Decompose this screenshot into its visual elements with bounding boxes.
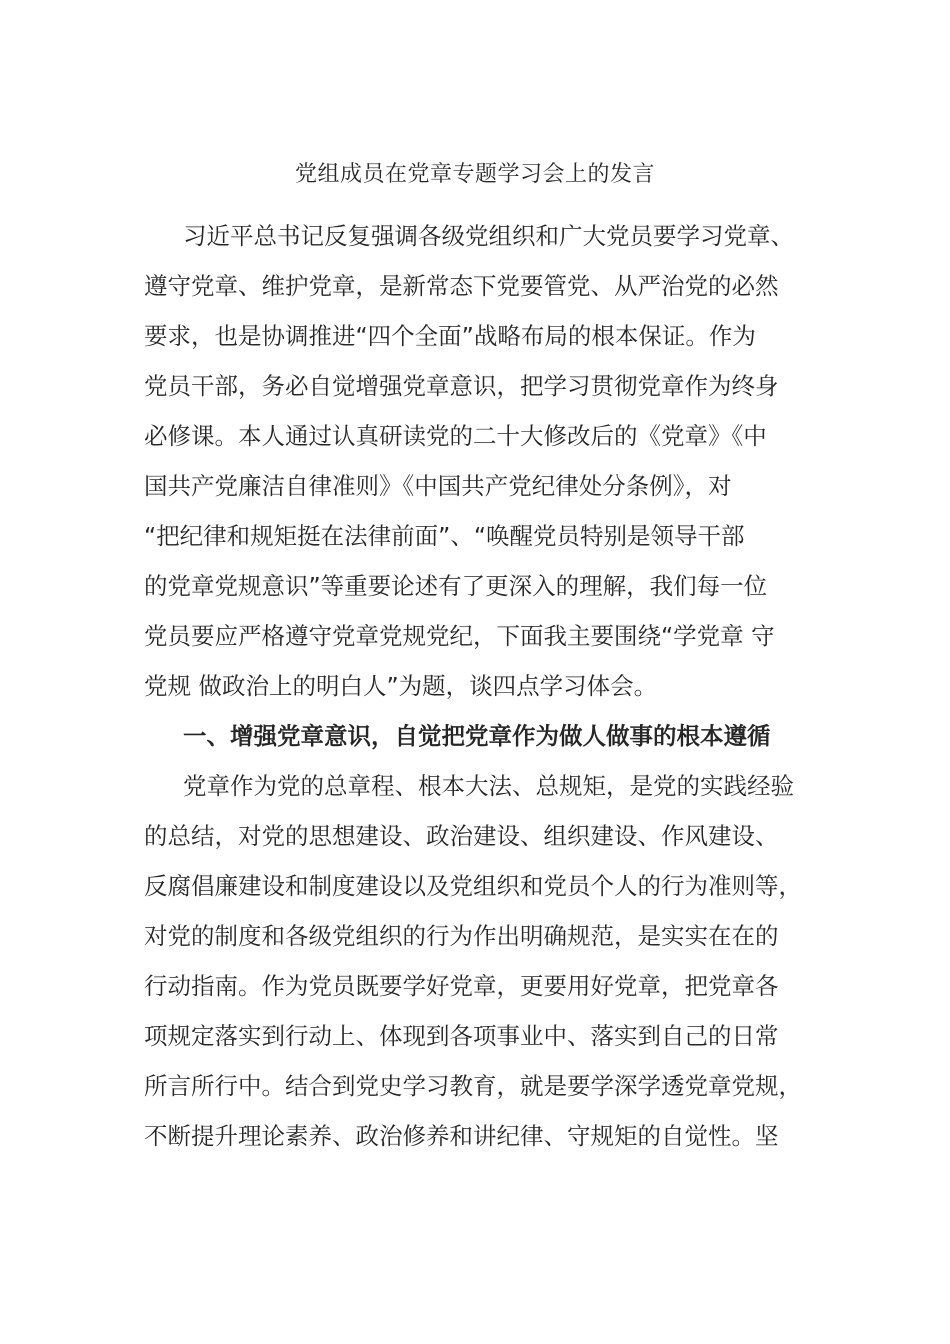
paragraph-line: 行动指南。作为党员既要学好党章，更要用好党章，把党章各 xyxy=(144,972,779,1000)
paragraph-line: “把纪律和规矩挺在法律前面”、“唤醒党员特别是领导干部 xyxy=(144,522,745,550)
paragraph-line: 国共产党廉洁自律准则》《中国共产党纪律处分条例》，对 xyxy=(144,472,732,500)
paragraph-line: 遵守党章、维护党章，是新常态下党要管党、从严治党的必然 xyxy=(144,272,779,300)
paragraph-line: 习近平总书记反复强调各级党组织和广大党员要学习党章、 xyxy=(183,222,794,250)
paragraph-line: 项规定落实到行动上、体现到各项事业中、落实到自己的日常 xyxy=(144,1022,779,1050)
paragraph-line: 的党章党规意识”等重要论述有了更深入的理解，我们每一位 xyxy=(144,572,768,600)
section-heading: 一、增强党章意识，自觉把党章作为做人做事的根本遵循 xyxy=(183,722,771,750)
paragraph-line: 所言所行中。结合到党史学习教育，就是要学深学透党章党规， xyxy=(144,1072,802,1100)
paragraph-line: 不断提升理论素养、政治修养和讲纪律、守规矩的自觉性。坚 xyxy=(144,1122,779,1150)
paragraph-line: 要求，也是协调推进“四个全面”战略布局的根本保证。作为 xyxy=(144,322,756,350)
paragraph-line: 的总结，对党的思想建设、政治建设、组织建设、作风建设、 xyxy=(144,822,779,850)
paragraph-line: 党章作为党的总章程、根本大法、总规矩，是党的实践经验 xyxy=(183,772,794,800)
document-title: 党组成员在党章专题学习会上的发言 xyxy=(294,162,655,187)
paragraph-line: 党规 做政治上的明白人”为题，谈四点学习体会。 xyxy=(144,672,658,700)
paragraph-line: 党员要应严格遵守党章党规党纪，下面我主要围绕“学党章 守 xyxy=(144,622,775,650)
paragraph-line: 必修课。本人通过认真研读党的二十大修改后的《党章》《中 xyxy=(144,422,767,450)
paragraph-line: 反腐倡廉建设和制度建设以及党组织和党员个人的行为准则等， xyxy=(144,872,802,900)
paragraph-line: 党员干部，务必自觉增强党章意识，把学习贯彻党章作为终身 xyxy=(144,372,779,400)
paragraph-line: 对党的制度和各级党组织的行为作出明确规范，是实实在在的 xyxy=(144,922,779,950)
document-body xyxy=(144,211,809,1161)
